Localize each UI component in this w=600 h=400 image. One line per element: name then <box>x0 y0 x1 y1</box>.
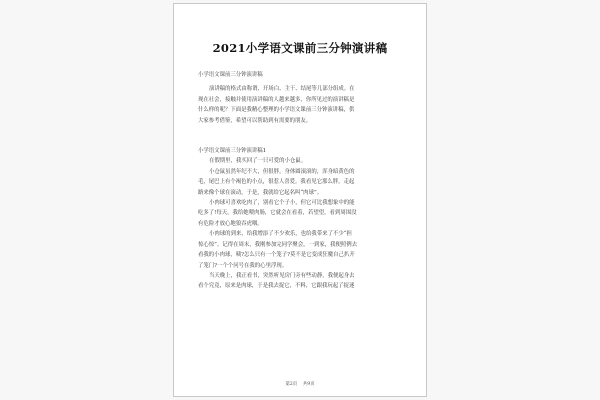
intro-line: 演讲稿的格式由称谓、开场白、主干、结尾等几部分组成。在 <box>209 86 355 93</box>
article-line: 在假期里，我买回了一只可爱的小仓鼠。 <box>209 158 307 165</box>
article-line: 看个究竟，原来是肉球，于是我去捉它，不料，它跟我玩起了捉迷 <box>198 283 355 290</box>
article-line: 了笼门?一个个问号在我的心里浮现。 <box>198 262 288 269</box>
article-line: 有危险才放心地狼吞虎咽。 <box>198 220 263 227</box>
article-line: 看我的小肉球，咦?怎么只有一个笼子?莫不是它变成狂魔自己扒开 <box>198 252 355 259</box>
intro-line: 现在社会，接触并使用演讲稿的人越来越多，你所见过的演讲稿是 <box>198 96 355 103</box>
article-line: 小肉球的到来，给我增添了不少欢乐，也给我带来了不少“担 <box>209 231 352 238</box>
article-line: 惊心惊”。记得在周末，我刚参加完同学聚会，一到家，我便照例去 <box>198 241 358 248</box>
document-page <box>173 3 427 397</box>
document-title: 2021小学语文课前三分钟演讲稿 <box>212 41 388 55</box>
article-line: 小肉球可喜欢吃肉了，别看它个子小，但它可比我想象中的能 <box>209 200 355 207</box>
intro-line: 大家参考借鉴，希望可以帮助到有需要的朋友。 <box>198 117 312 124</box>
article-line: 当天晚上，我正看书，突然听见房门旁有些动静，我便起身去 <box>209 272 355 279</box>
document-body <box>198 70 402 292</box>
page-total: 共9页 <box>302 382 315 387</box>
article-body <box>198 156 402 291</box>
article-line: 吃多了!每天，我给她喂肉肠，它就会在看着，若望望，看到周围没 <box>198 210 357 217</box>
article-line: 毛，尾巴上有个褐色的小点，很惹人喜爱。我看见它那么胖，走起 <box>198 179 355 186</box>
spacer <box>198 126 402 146</box>
page-number: 第2页 <box>285 382 298 387</box>
article-heading: 小学语文课前三分钟演讲稿1 <box>198 148 267 155</box>
page-footer <box>174 381 426 387</box>
intro-line: 什么样的呢？下面是我精心整理的小学语文课前三分钟演讲稿，供 <box>198 107 355 114</box>
article-line: 小仓鼠虽然年纪不大，但很胖，身体圆滚滚的，浑身暗黄色的 <box>209 168 355 175</box>
article-line: 路来像个球在滚动，于是，我就给它起名叫“肉球”。 <box>198 189 323 196</box>
section-heading: 小学语文课前三分钟演讲稿 <box>198 72 263 78</box>
